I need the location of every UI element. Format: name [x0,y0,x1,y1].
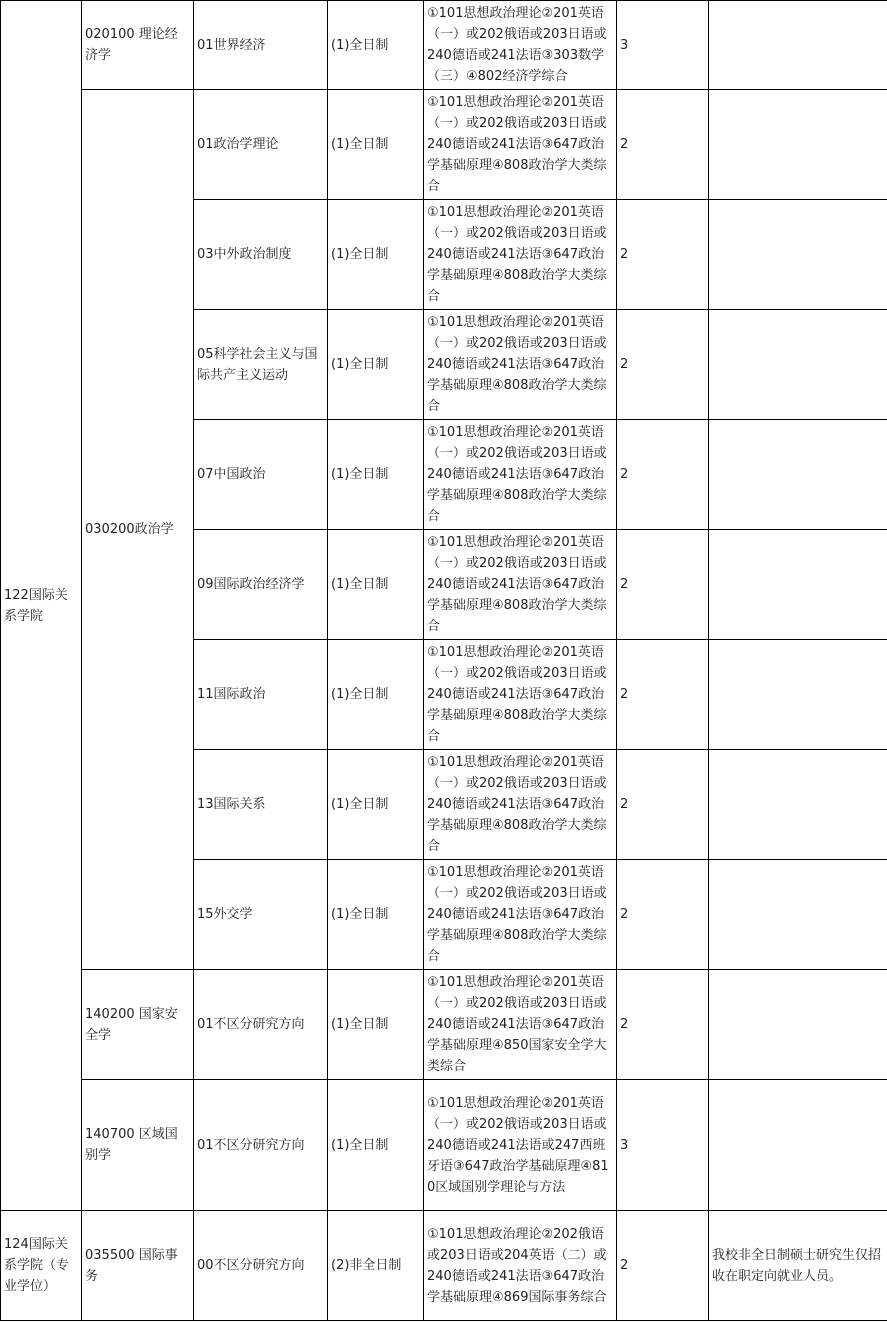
study-mode-cell: (1)全日制 [328,530,424,640]
remarks-cell [709,750,887,860]
enrollment-cell: 2 [617,90,709,200]
exam-subjects-cell: ①101思想政治理论②201英语（一）或202俄语或203日语或240德语或241法语③647政治学基础原理④808政治学大类综合 [424,200,617,310]
enrollment-cell: 2 [617,200,709,310]
enrollment-cell: 2 [617,1211,709,1321]
remarks-cell [709,200,887,310]
department-cell: 122国际关系学院 [1,1,82,1211]
exam-subjects-cell: ①101思想政治理论②201英语（一）或202俄语或203日语或240德语或241法语③647政治学基础原理④808政治学大类综合 [424,90,617,200]
enrollment-cell: 2 [617,970,709,1080]
direction-cell: 01政治学理论 [194,90,328,200]
study-mode-cell: (1)全日制 [328,1080,424,1211]
table-row [1,1211,887,1321]
enrollment-cell: 2 [617,860,709,970]
remarks-cell [709,90,887,200]
study-mode-cell: (1)全日制 [328,310,424,420]
table-row [1,90,887,200]
study-mode-cell: (1)全日制 [328,200,424,310]
remarks-cell [709,640,887,750]
study-mode-cell: (1)全日制 [328,750,424,860]
direction-cell: 00不区分研究方向 [194,1211,328,1321]
enrollment-cell: 2 [617,420,709,530]
direction-cell: 09国际政治经济学 [194,530,328,640]
exam-subjects-cell: ①101思想政治理论②201英语（一）或202俄语或203日语或240德语或241法语③647政治学基础原理④808政治学大类综合 [424,310,617,420]
enrollment-cell: 2 [617,640,709,750]
direction-cell: 01不区分研究方向 [194,1080,328,1211]
major-cell: 030200政治学 [82,90,194,970]
exam-subjects-cell: ①101思想政治理论②201英语（一）或202俄语或203日语或240德语或241法语③647政治学基础原理④808政治学大类综合 [424,530,617,640]
enrollment-cell: 2 [617,750,709,860]
remarks-cell [709,420,887,530]
major-cell: 140200 国家安全学 [82,970,194,1080]
major-cell: 020100 理论经济学 [82,1,194,90]
direction-cell: 03中外政治制度 [194,200,328,310]
direction-cell: 11国际政治 [194,640,328,750]
direction-cell: 01世界经济 [194,1,328,90]
study-mode-cell: (2)非全日制 [328,1211,424,1321]
enrollment-cell: 2 [617,530,709,640]
study-mode-cell: (1)全日制 [328,420,424,530]
exam-subjects-cell: ①101思想政治理论②201英语（一）或202俄语或203日语或240德语或241法语③647政治学基础原理④808政治学大类综合 [424,640,617,750]
remarks-cell [709,970,887,1080]
remarks-cell [709,860,887,970]
table-row [1,1080,887,1211]
table-row [1,970,887,1080]
study-mode-cell: (1)全日制 [328,970,424,1080]
study-mode-cell: (1)全日制 [328,860,424,970]
table-row [1,1,887,90]
enrollment-cell: 2 [617,310,709,420]
remarks-cell: 我校非全日制硕士研究生仅招收在职定向就业人员。 [709,1211,887,1321]
remarks-cell [709,310,887,420]
exam-subjects-cell: ①101思想政治理论②201英语（一）或202俄语或203日语或240德语或241法语③647政治学基础原理④808政治学大类综合 [424,750,617,860]
remarks-cell [709,530,887,640]
direction-cell: 13国际关系 [194,750,328,860]
direction-cell: 01不区分研究方向 [194,970,328,1080]
exam-subjects-cell: ①101思想政治理论②201英语（一）或202俄语或203日语或240德语或241法语③303数学（三）④802经济学综合 [424,1,617,90]
exam-subjects-cell: ①101思想政治理论②202俄语或203日语或204英语（二）或240德语或241法语③647政治学基础原理④869国际事务综合 [424,1211,617,1321]
major-cell: 140700 区域国别学 [82,1080,194,1211]
direction-cell: 15外交学 [194,860,328,970]
exam-subjects-cell: ①101思想政治理论②201英语（一）或202俄语或203日语或240德语或241法语或247西班牙语③647政治学基础原理④810区域国别学理论与方法 [424,1080,617,1211]
study-mode-cell: (1)全日制 [328,90,424,200]
study-mode-cell: (1)全日制 [328,1,424,90]
study-mode-cell: (1)全日制 [328,640,424,750]
remarks-cell [709,1,887,90]
enrollment-cell: 3 [617,1080,709,1211]
exam-subjects-cell: ①101思想政治理论②201英语（一）或202俄语或203日语或240德语或241法语③647政治学基础原理④850国家安全学大类综合 [424,970,617,1080]
remarks-cell [709,1080,887,1211]
exam-subjects-cell: ①101思想政治理论②201英语（一）或202俄语或203日语或240德语或241法语③647政治学基础原理④808政治学大类综合 [424,420,617,530]
enrollment-cell: 3 [617,1,709,90]
direction-cell: 07中国政治 [194,420,328,530]
exam-subjects-cell: ①101思想政治理论②201英语（一）或202俄语或203日语或240德语或241法语③647政治学基础原理④808政治学大类综合 [424,860,617,970]
department-cell: 124国际关系学院（专业学位） [1,1211,82,1321]
direction-cell: 05科学社会主义与国际共产主义运动 [194,310,328,420]
major-cell: 035500 国际事务 [82,1211,194,1321]
